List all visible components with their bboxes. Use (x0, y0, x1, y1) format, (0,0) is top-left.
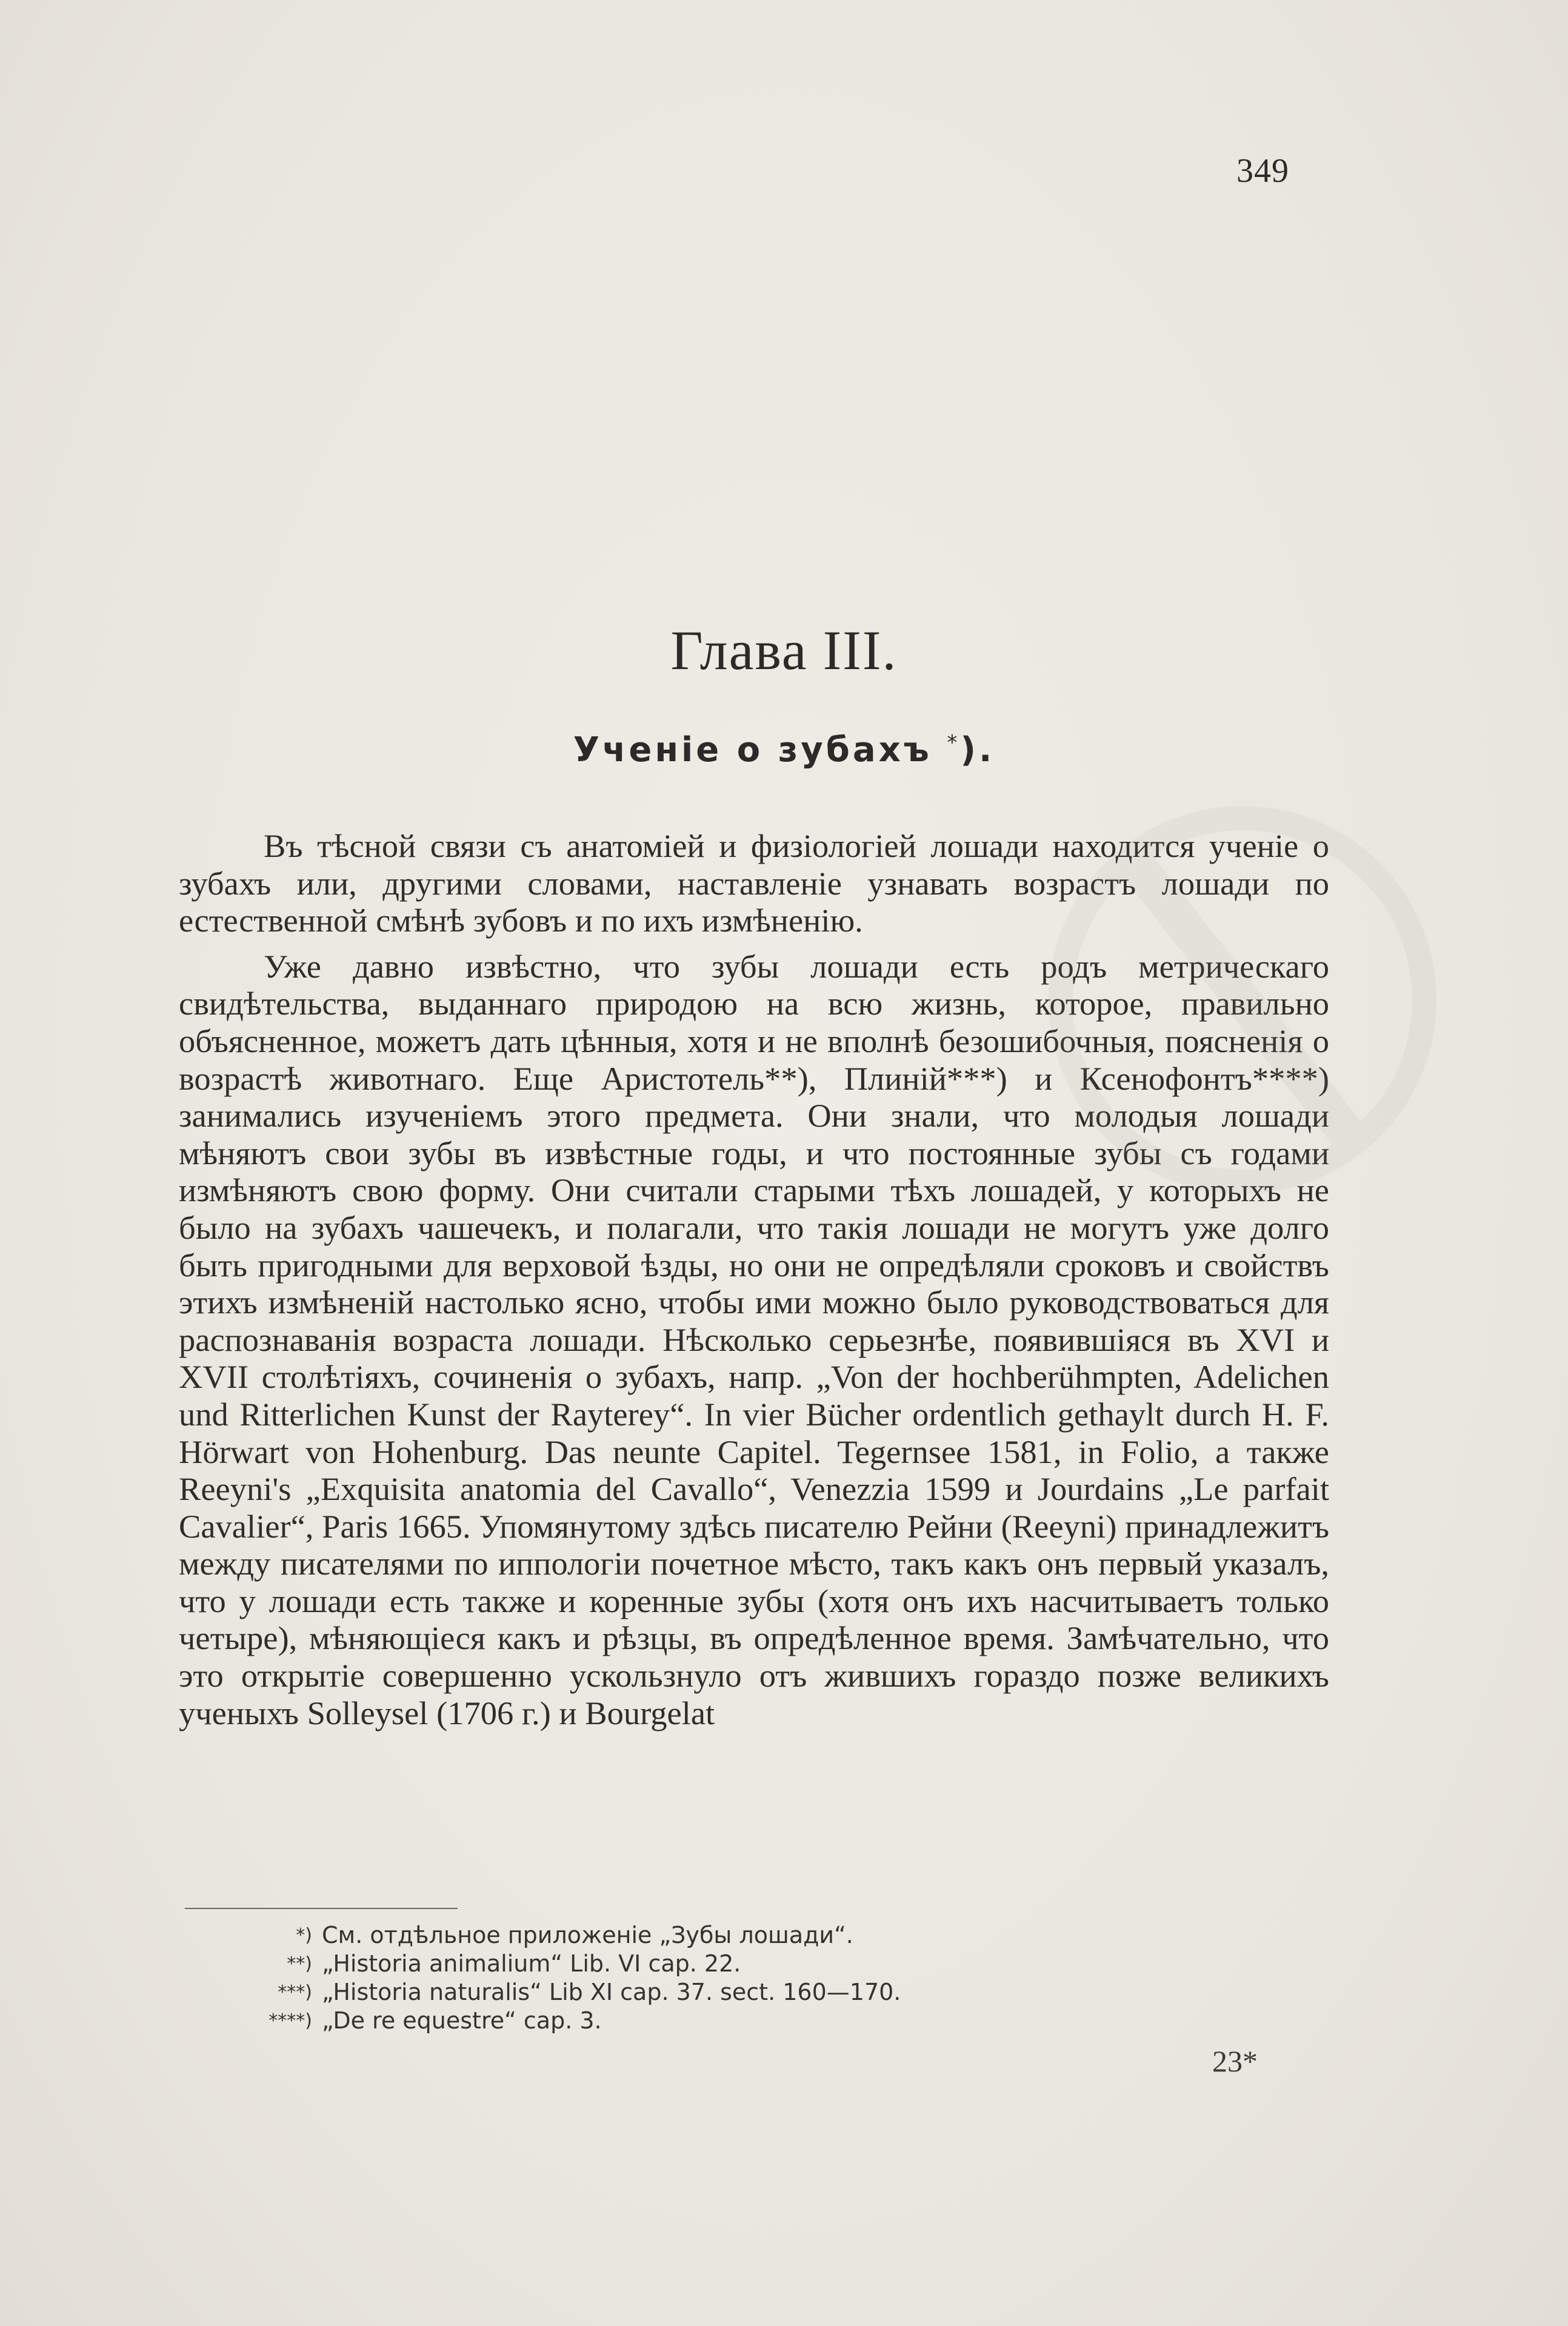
footnotes (182, 1921, 1212, 2035)
body-paragraph: Въ тѣсной связи съ анатоміей и физіологіей лошади находится ученіе о зубахъ или, другими словами, наставленіе узнавать возрастъ лошади по естественной смѣнѣ зубовъ и по ихъ измѣненію. (179, 827, 1329, 939)
footnote-mark: **) (287, 1953, 312, 1974)
body-paragraph: Уже давно извѣстно, что зубы лошади есть родъ метрическаго свидѣтельства, выданнаго природою на всю жизнь, которое, правильно объясненное, можетъ дать цѣнныя, хотя и не вполнѣ безошибочныя, поясненія о возрастѣ животнаго. Еще Аристотель**), Плиній***) и Ксенофонтъ****) занимались изученіемъ этого предмета. Они знали, что молодыя лошади мѣняютъ свои зубы въ извѣстные годы, и что постоянные зубы съ годами измѣняютъ свою форму. Они считали старыми тѣхъ лошадей, у которыхъ не было на зубахъ чашечекъ, и полагали, что такія лошади не могутъ уже долго быть пригодными для верховой ѣзды, но они не опредѣляли сроковъ и свойствъ этихъ измѣненій настолько ясно, чтобы ими можно было руководствоваться для распознаванія возраста лошади. Нѣсколько серьезнѣе, появившіяся въ XVI и XVII столѣтіяхъ, сочиненія о зубахъ, напр. „Von der hochberühmpten, Adelichen und Ritterlichen Kunst der Rayterey“. In vier Bücher ordentlich gethaylt durch H. F. Hörwart von Hohenburg. Das neunte Capitel. Tegernsee 1581, in Folio, а также Reeyni's „Exquisita anatomia del Cavallo“, Venezzia 1599 и Jourdains „Le parfait Cavalier“, Paris 1665. Упомянутому здѣсь писателю Рейни (Reeyni) принадлежитъ между писателями по иппологіи почетное мѣсто, такъ какъ онъ первый указалъ, что у лошади есть также и коренные зубы (хотя онъ ихъ насчитываетъ только четыре), мѣняющіеся какъ и рѣзцы, въ опредѣленное время. Замѣчательно, что это открытіе совершенно ускользнуло отъ жившихъ гораздо позже великихъ ученыхъ Solleysel (1706 г.) и Bourgelat (179, 947, 1329, 1731)
footnote (182, 1978, 1212, 2007)
footnote-text: „Historia animalium“ Lib. VI cap. 22. (322, 1950, 741, 1977)
footnote-text: „Historia naturalis“ Lib XI cap. 37. sect. 160—170. (322, 1979, 901, 2005)
footnote-text: См. отдѣльное приложеніе „Зубы лошади“. (322, 1922, 853, 1948)
footnote (182, 2007, 1212, 2035)
footnote-mark: *) (296, 1925, 312, 1946)
chapter-subtitle-text: Ученіе о зубахъ (573, 730, 932, 770)
footnote (182, 1921, 1212, 1950)
chapter-subtitle (0, 730, 1568, 770)
footnote-divider (185, 1908, 458, 1909)
signature-mark: 23* (1212, 2044, 1258, 2078)
footnote-mark: ***) (278, 1982, 312, 2003)
footnote (182, 1950, 1212, 1978)
page-number: 349 (1236, 152, 1289, 190)
chapter-subtitle-end: ). (960, 730, 995, 770)
footnote-mark: ****) (269, 2010, 312, 2031)
chapter-subtitle-footnote-mark: * (947, 730, 961, 755)
footnote-text: „De re equestre“ cap. 3. (322, 2007, 602, 2034)
chapter-heading: Глава III. (670, 619, 898, 681)
